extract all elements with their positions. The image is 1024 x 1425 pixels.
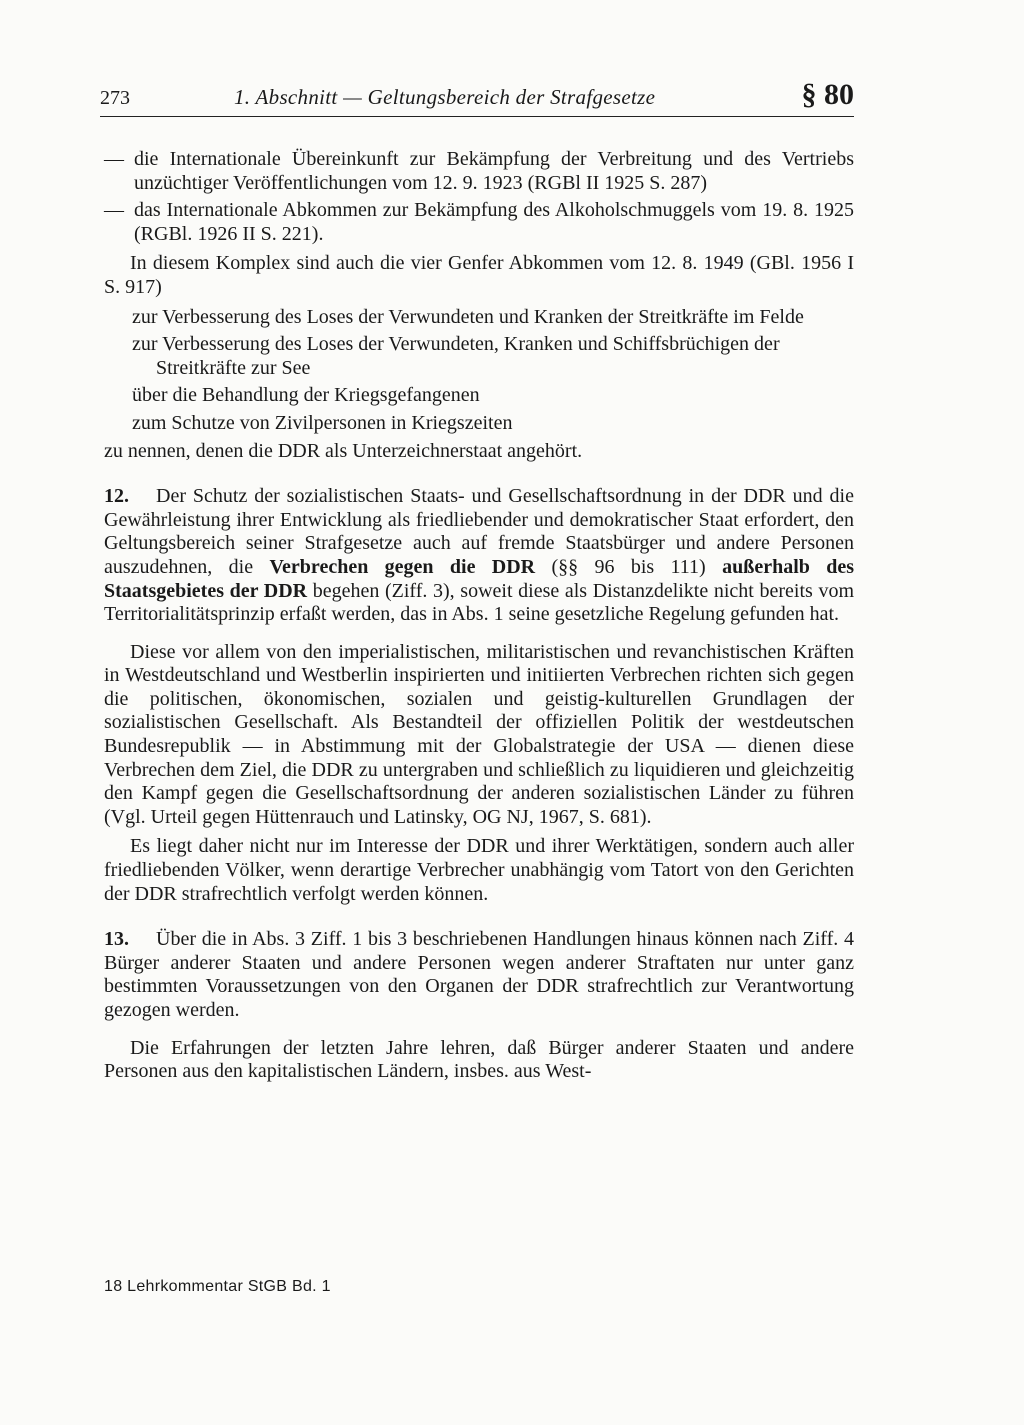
chapter-title: 1. Abschnitt — Geltungsbereich der Strafgesetze xyxy=(234,85,656,109)
list-item: — das Internationale Abkommen zur Bekämpfung des Alkoholschmuggels vom 19. 8. 1925 (RGBl. 1926 II S. 221). xyxy=(104,199,854,245)
section-mark: § 80 xyxy=(801,78,854,111)
paragraph-13-2: Die Erfahrungen der letzten Jahre lehren, daß Bürger anderer Staaten und andere Personen aus den kapitalistischen Ländern, insbes. aus West- xyxy=(104,1036,854,1083)
bold-phrase: außerhalb des Staatsgebietes der DDR xyxy=(104,555,855,602)
paragraph-geneva-outro: zu nennen, denen die DDR als Unterzeichnerstaat angehört. xyxy=(104,439,583,462)
bold-phrase: Verbrechen gegen die DDR xyxy=(269,555,536,578)
body-text xyxy=(104,148,854,1084)
convention-item: zur Verbesserung des Loses der Verwundeten, Kranken und Schiffsbrüchigen der Streitkräfte zur See xyxy=(132,333,780,379)
list-item: — die Internationale Übereinkunft zur Bekämpfung der Verbreitung und des Vertriebs unzüchtiger Veröffentlichungen vom 12. 9. 1923 (RGBl II 1925 S. 287) xyxy=(104,148,854,194)
paragraph-12: 12. Der Schutz der sozialistischen Staats- und Gesellschaftsordnung in der DDR und die Gewährleistung ihrer Entwicklung als friedliebender und demokratischer Staat erfordert, den Geltungsbereich seiner Strafgesetze auch auf fremde Staatsbürger und andere Personen auszudehnen, die Verbrechen gegen die DDR (§§ 96 bis 111) außerhalb des Staatsgebietes der DDR begehen (Ziff. 3), soweit diese als Distanzdelikte nicht bereits vom Territorialitätsprinzip erfaßt werden, das in Abs. 1 seine gesetzliche Regelung gefunden hat. xyxy=(104,485,855,626)
page-number: 273 xyxy=(100,87,130,109)
paragraph-geneva-intro: In diesem Komplex sind auch die vier Genfer Abkommen vom 12. 8. 1949 (GBl. 1956 I S. 917) xyxy=(104,252,854,298)
dash-mark: — xyxy=(104,199,124,222)
dash-mark: — xyxy=(104,148,124,170)
paragraph-number: 12. xyxy=(104,485,129,508)
convention-item: zum Schutze von Zivilpersonen in Kriegszeiten xyxy=(132,411,513,434)
convention-item: über die Behandlung der Kriegsgefangenen xyxy=(132,384,480,407)
convention-item: zur Verbesserung des Loses der Verwundeten und Kranken der Streitkräfte im Felde xyxy=(132,305,804,328)
paragraph-number: 13. xyxy=(104,928,129,951)
running-header xyxy=(100,76,854,117)
paragraph-12-3: Es liegt daher nicht nur im Interesse der DDR und ihrer Werktätigen, sondern auch aller friedliebenden Völker, wenn derartige Verbrecher unabhängig vom Tatort von den Gerichten der DDR strafrechtlich verfolgt werden können. xyxy=(104,835,854,905)
footer-signature: 18 Lehrkommentar StGB Bd. 1 xyxy=(104,1278,331,1295)
paragraph-12-2: Diese vor allem von den imperialistischen, militaristischen und revanchistischen Kräften in Westdeutschland und Westberlin inspirierten und initiierten Verbrechen richten sich gegen die politischen, ökonomischen, sozialen und geistig-kulturellen Grundlagen der sozialistischen Gesellschaft. Als Bestandteil der offiziellen Politik der westdeutschen Bundesrepublik — in Abstimmung mit der Globalstrategie der USA — dienen diese Verbrechen dem Ziel, die DDR zu untergraben und schließlich zu liquidieren und gleichzeitig den Kampf gegen die Gesellschaftsordnung der anderen sozialistischen Länder zu führen (Vgl. Urteil gegen Hüttenrauch und Latinsky, OG NJ, 1967, S. 681). xyxy=(104,640,854,828)
paragraph-13: 13. Über die in Abs. 3 Ziff. 1 bis 3 beschriebenen Handlungen hinaus können nach Ziff. 4 Bürger anderer Staaten und andere Personen wegen anderer Straftaten nur unter ganz bestimmten Voraussetzungen von den Organen der DDR strafrechtlich zur Verantwortung gezogen werden. xyxy=(104,928,854,1021)
